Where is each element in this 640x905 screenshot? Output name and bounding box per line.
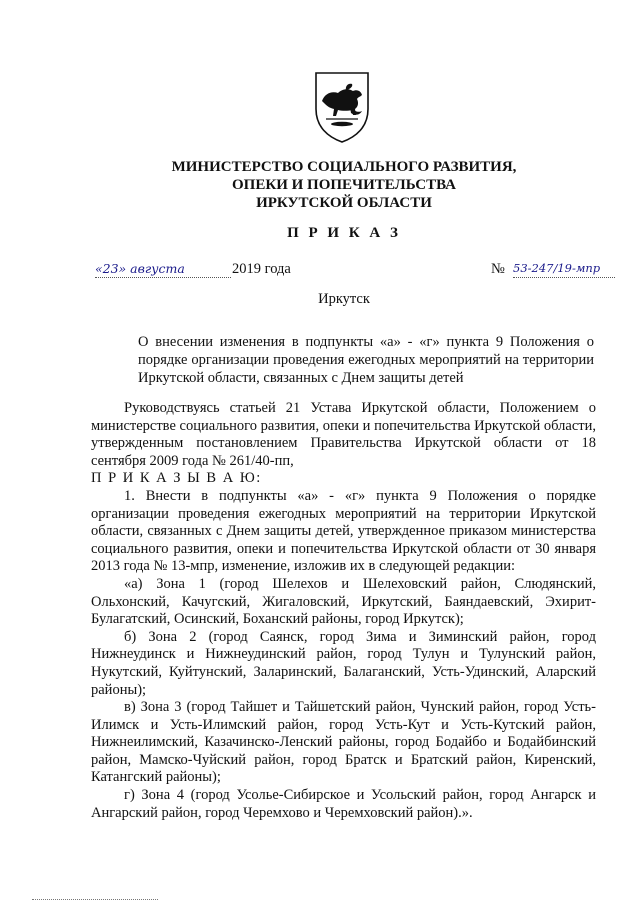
ministry-line-2: ОПЕКИ И ПОПЕЧИТЕЛЬСТВА: [232, 177, 456, 193]
order-subject: О внесении изменения в подпункты «а» - «г» пункта 9 Положения о порядке организации проведения ежегодных мероприятий на территории Иркутской области, связанных с Днем защиты детей: [138, 334, 594, 386]
ministry-line-1: МИНИСТЕРСТВО СОЦИАЛЬНОГО РАЗВИТИЯ,: [171, 159, 517, 175]
zone-4-paragraph: г) Зона 4 (город Усолье-Сибирское и Усольский район, город Ангарск и Ангарский район, город Черемхово и Черемховский район).».: [91, 787, 596, 821]
order-body: [91, 400, 596, 822]
coat-of-arms-emblem: [312, 69, 372, 144]
date-number-row: [95, 261, 615, 283]
date-year: 2019 года: [232, 261, 291, 277]
zone-1-paragraph: «а) Зона 1 (город Шелехов и Шелеховский район, Слюдянский, Ольхонский, Качугский, Жигаловский, Иркутский, Баяндаевский, Эхирит-Булагатский, Осинский, Боханский районы, город Иркутск);: [91, 575, 596, 628]
footer-divider: [32, 899, 158, 900]
handwritten-order-number: 53-247/19-мпр: [513, 261, 615, 278]
ministry-line-3: ИРКУТСКОЙ ОБЛАСТИ: [256, 195, 432, 211]
ministry-name: [140, 158, 548, 212]
order-title: П Р И К А З: [287, 225, 401, 241]
handwritten-date: «23» августа: [95, 261, 231, 278]
zone-3-paragraph: в) Зона 3 (город Тайшет и Тайшетский район, Чунский район, город Усть-Илимск и Усть-Илимский район, город Усть-Кут и Усть-Кутский район, Нижнеилимский, Казачинско-Ленский районы, город Бодайбо и Бодайбинский район, Мамско-Чуйский район, город Братск и Братский район, Киренский, Катангский районы);: [91, 699, 596, 786]
city-name: Иркутск: [318, 291, 370, 307]
zone-2-paragraph: б) Зона 2 (город Саянск, город Зима и Зиминский район, город Нижнеудинск и Нижнеудинский район, город Тулун и Тулунский район, Нукутский, Куйтунский, Заларинский, Балаганский, Усть-Удинский, Аларский районы);: [91, 628, 596, 698]
order-word: П Р И К А З Ы В А Ю:: [91, 470, 262, 487]
item-1-paragraph: 1. Внести в подпункты «а» - «г» пункта 9 Положения о порядке организации проведения ежегодных мероприятий на территории Иркутской области, связанных с Днем защиты детей, утвержденное приказом министерства социального развития, опеки и попечительства Иркутской области от 30 января 2013 года № 13-мпр, изменение, изложив их в следующей редакции:: [91, 487, 596, 575]
preamble-paragraph: Руководствуясь статьей 21 Устава Иркутской области, Положением о министерстве социального развития, опеки и попечительства Иркутской области, утвержденным постановлением Правительства Иркутской области от 18 сентября 2009 года № 261/40-пп,: [91, 400, 596, 469]
number-sign: №: [491, 261, 505, 277]
